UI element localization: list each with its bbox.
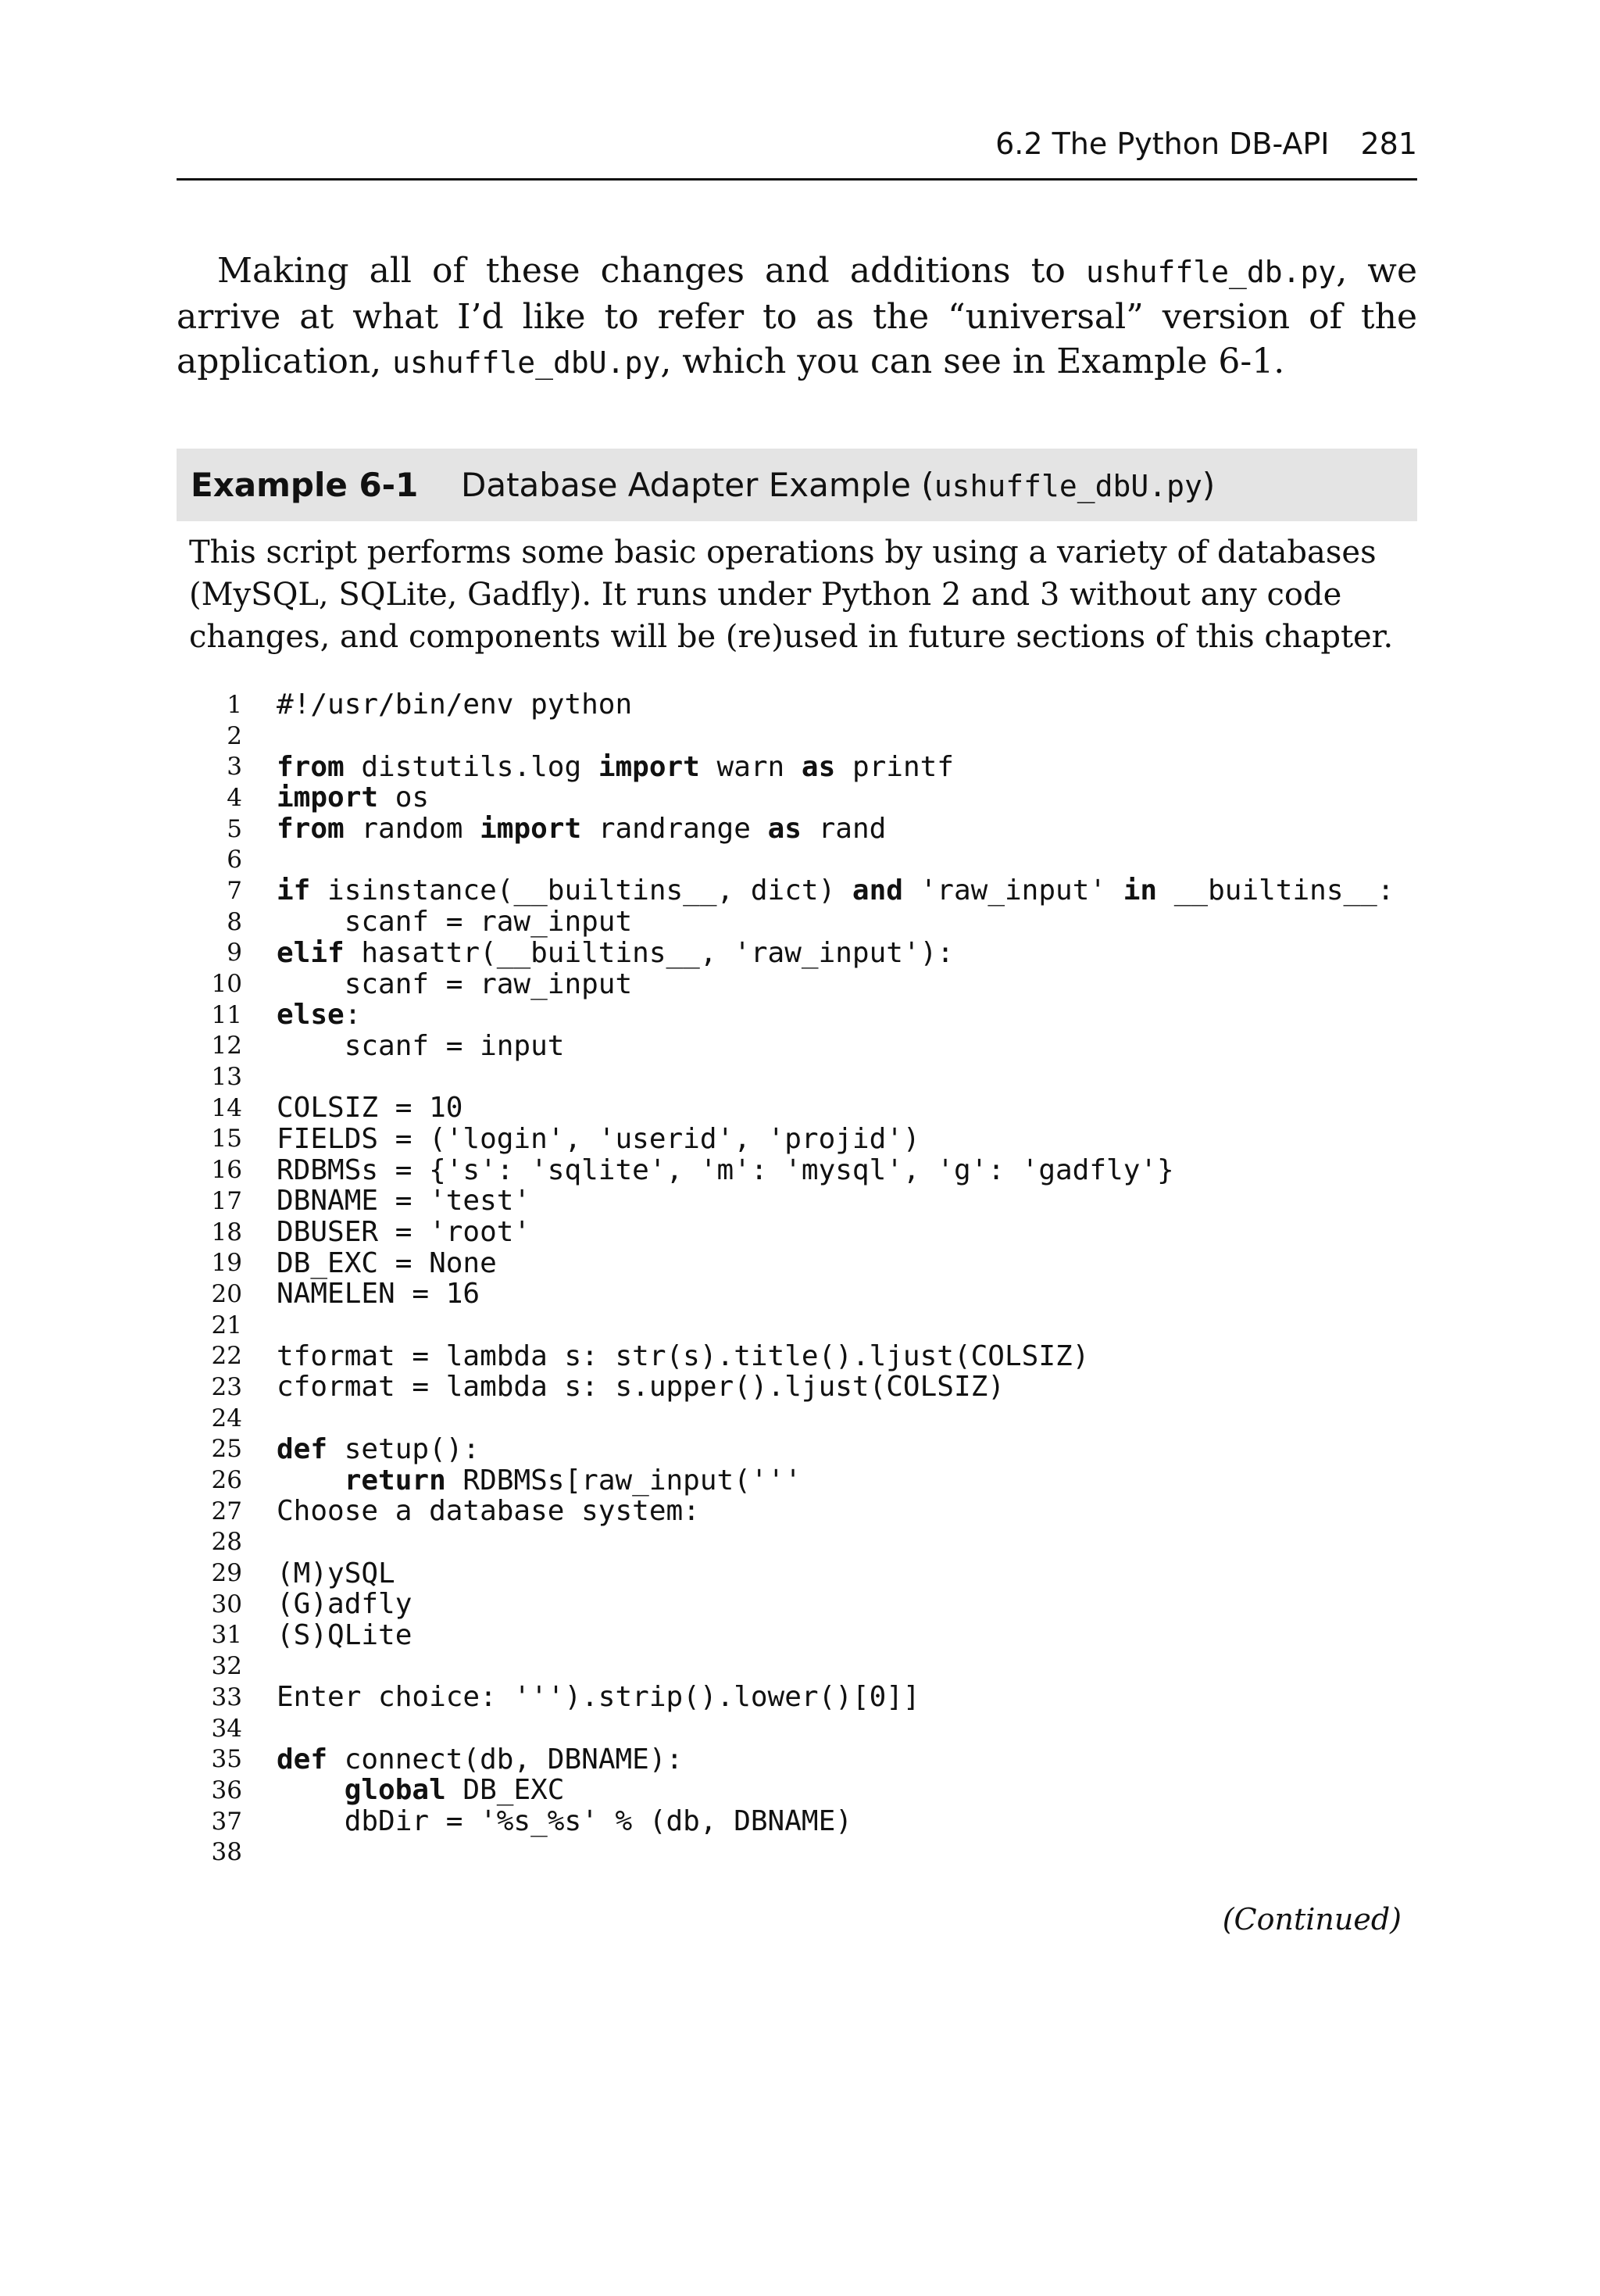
code-line: [177, 907, 1417, 938]
code-line: [177, 1650, 1417, 1682]
example-title: [461, 466, 1215, 504]
code-text: [277, 1495, 700, 1527]
code-token: printf: [835, 750, 954, 783]
code-text: [277, 1123, 920, 1155]
code-text: [277, 1557, 395, 1590]
code-line: [177, 1217, 1417, 1248]
line-number: 5: [227, 814, 242, 843]
line-number: 35: [211, 1745, 242, 1774]
code-text: [277, 1743, 683, 1776]
code-line: [177, 1279, 1417, 1310]
code-token: rand: [801, 813, 887, 846]
code-token: (S)QLite: [277, 1618, 412, 1651]
code-text: [277, 1216, 530, 1248]
code-text: [277, 751, 954, 783]
code-line: [177, 1031, 1417, 1062]
code-line: [177, 1372, 1417, 1403]
code-line: [177, 968, 1417, 1000]
code-text: [277, 688, 632, 721]
line-number: 9: [227, 939, 242, 967]
code-token: 'raw_input': [902, 874, 1123, 907]
code-text: [277, 1247, 497, 1279]
intro-text: Making all of these changes and additions to: [217, 251, 1086, 291]
code-line: [177, 814, 1417, 845]
code-token: NAMELEN = 16: [277, 1278, 480, 1311]
code-keyword: global: [344, 1774, 446, 1807]
code-keyword: from: [277, 813, 345, 846]
code-token: __builtins__:: [1157, 874, 1395, 907]
code-keyword: def: [277, 1743, 328, 1776]
code-token: DB_EXC: [445, 1774, 565, 1807]
code-token: [277, 1774, 345, 1806]
code-line: [177, 1836, 1417, 1868]
code-line: [177, 1589, 1417, 1620]
line-number: 32: [211, 1652, 242, 1681]
code-keyword: if: [277, 874, 311, 907]
code-line: [177, 1806, 1417, 1837]
code-token: warn: [699, 750, 802, 783]
code-text: [277, 906, 632, 938]
line-number: 22: [211, 1342, 242, 1371]
code-keyword: in: [1123, 874, 1158, 907]
code-token: distutils.log: [344, 750, 598, 783]
example-title-file: ushuffle_dbU.py: [934, 469, 1202, 503]
code-line: [177, 1465, 1417, 1496]
code-text: [277, 968, 632, 1000]
example-banner: [177, 449, 1417, 521]
code-token: scanf = input: [277, 1029, 565, 1062]
code-line: [177, 689, 1417, 721]
code-line: [177, 751, 1417, 782]
code-token: os: [378, 781, 430, 814]
code-token: (G)adfly: [277, 1588, 412, 1621]
line-number: 27: [211, 1497, 242, 1525]
code-token: [277, 1465, 345, 1497]
line-number: 34: [211, 1714, 242, 1743]
line-number: 12: [211, 1032, 242, 1060]
line-number: 18: [211, 1218, 242, 1246]
page-number: 281: [1360, 127, 1417, 161]
code-keyword: return: [344, 1464, 446, 1497]
code-line: [177, 1496, 1417, 1527]
code-text: [277, 999, 361, 1031]
code-line: [177, 1557, 1417, 1589]
code-keyword: elif: [277, 936, 345, 969]
code-line: [177, 1247, 1417, 1279]
code-token: Choose a database system:: [277, 1495, 700, 1528]
line-number: 15: [211, 1125, 242, 1153]
code-line: [177, 1527, 1417, 1558]
line-number: 21: [211, 1311, 242, 1339]
running-header: [177, 123, 1417, 164]
code-line: [177, 1713, 1417, 1744]
line-number: 3: [227, 753, 242, 781]
example-title-text: Database Adapter Example (: [461, 466, 934, 504]
line-number: 37: [211, 1807, 242, 1836]
code-line: [177, 1124, 1417, 1155]
code-text: [277, 1433, 480, 1465]
code-token: connect(db, DBNAME):: [327, 1743, 684, 1776]
example-title-close: ): [1202, 466, 1216, 504]
code-keyword: import: [598, 750, 700, 783]
line-number: 19: [211, 1249, 242, 1278]
line-number: 20: [211, 1279, 242, 1308]
code-token: isinstance(__builtins__, dict): [310, 874, 852, 907]
line-number: 7: [227, 876, 242, 905]
code-token: random: [344, 813, 480, 846]
code-token: setup():: [327, 1432, 480, 1465]
line-number: 11: [211, 1000, 242, 1029]
code-text: [277, 813, 886, 845]
code-token: FIELDS = ('login', 'userid', 'projid'): [277, 1122, 920, 1155]
code-line: [177, 1093, 1417, 1124]
code-line: [177, 782, 1417, 814]
code-listing: [177, 689, 1417, 1868]
code-keyword: import: [277, 781, 379, 814]
intro-text: , which you can see in Example 6-1.: [660, 342, 1285, 381]
section-title: 6.2 The Python DB-API: [995, 127, 1330, 161]
code-text: [277, 1340, 1089, 1372]
line-number: 8: [227, 907, 242, 936]
code-line: [177, 844, 1417, 875]
code-token: cformat = lambda s: s.upper().ljust(COLSIZ): [277, 1371, 1005, 1404]
line-number: 16: [211, 1156, 242, 1185]
code-text: [277, 874, 1395, 907]
code-text: [277, 1278, 480, 1310]
code-token: hasattr(__builtins__, 'raw_input'):: [344, 936, 954, 969]
code-text: [277, 1371, 1005, 1403]
code-keyword: and: [852, 874, 903, 907]
line-number: 26: [211, 1466, 242, 1495]
line-number: 13: [211, 1063, 242, 1092]
line-number: 23: [211, 1372, 242, 1401]
code-text: [277, 1619, 412, 1651]
line-number: 1: [227, 690, 242, 719]
code-line: [177, 1061, 1417, 1093]
code-text: [277, 1092, 462, 1124]
code-text: [277, 781, 429, 814]
code-keyword: def: [277, 1432, 328, 1465]
code-line: [177, 1310, 1417, 1341]
code-line: [177, 1154, 1417, 1186]
intro-paragraph: [177, 249, 1417, 385]
code-token: RDBMSs[raw_input(''': [445, 1464, 802, 1497]
code-line: [177, 875, 1417, 907]
code-token: scanf = raw_input: [277, 906, 633, 939]
code-line: [177, 1434, 1417, 1465]
line-number: 24: [211, 1404, 242, 1432]
example-description: This script performs some basic operations by using a variety of databases (MySQL, SQLite, Gadfly). It runs under Python 2 and 3 without any code changes, and components will be (re)used in future sections of this chapter.: [189, 535, 1394, 655]
line-number: 2: [227, 721, 242, 750]
code-token: dbDir = '%s_%s' % (db, DBNAME): [277, 1805, 852, 1838]
inline-filename: ushuffle_dbU.py: [392, 345, 661, 380]
code-token: randrange: [581, 813, 768, 846]
code-line: [177, 1775, 1417, 1806]
code-text: [277, 1154, 1174, 1186]
code-token: DBNAME = 'test': [277, 1185, 531, 1218]
code-token: :: [344, 999, 362, 1032]
line-number: 4: [227, 783, 242, 812]
code-token: DBUSER = 'root': [277, 1216, 531, 1249]
code-token: (M)ySQL: [277, 1557, 395, 1590]
intro-text: , we arrive at what I’d like to refer to as the “universal” version of the application,: [177, 251, 1417, 381]
line-number: 30: [211, 1590, 242, 1618]
code-token: RDBMSs = {'s': 'sqlite', 'm': 'mysql', 'g': 'gadfly'}: [277, 1153, 1174, 1186]
code-line: [177, 721, 1417, 752]
code-token: tformat = lambda s: str(s).title().ljust(COLSIZ): [277, 1339, 1090, 1372]
code-text: [277, 1774, 564, 1806]
code-text: [277, 1588, 412, 1620]
line-number: 25: [211, 1435, 242, 1464]
line-number: 28: [211, 1528, 242, 1557]
code-text: [277, 1681, 920, 1713]
code-text: [277, 1805, 852, 1837]
code-line: [177, 1620, 1417, 1651]
line-number: 10: [211, 970, 242, 999]
example-label: Example 6-1: [191, 466, 419, 504]
inline-filename: ushuffle_db.py: [1085, 255, 1337, 289]
line-number: 14: [211, 1093, 242, 1122]
code-keyword: as: [767, 813, 802, 846]
code-line: [177, 938, 1417, 969]
code-keyword: from: [277, 750, 345, 783]
code-line: [177, 1403, 1417, 1434]
code-line: [177, 1682, 1417, 1713]
line-number: 29: [211, 1559, 242, 1588]
code-token: COLSIZ = 10: [277, 1092, 463, 1125]
line-number: 31: [211, 1621, 242, 1650]
line-number: 6: [227, 846, 242, 874]
code-line: [177, 1000, 1417, 1031]
line-number: 17: [211, 1186, 242, 1215]
code-text: [277, 1030, 564, 1062]
code-token: DB_EXC = None: [277, 1246, 497, 1279]
code-keyword: as: [801, 750, 836, 783]
code-text: [277, 937, 954, 969]
code-token: #!/usr/bin/env python: [277, 688, 633, 721]
code-token: Enter choice: ''').strip().lower()[0]]: [277, 1681, 920, 1714]
code-text: [277, 1185, 530, 1217]
code-line: [177, 1186, 1417, 1217]
continued-note: (Continued): [1222, 1902, 1402, 1937]
code-keyword: import: [480, 813, 582, 846]
code-keyword: else: [277, 999, 345, 1032]
line-number: 36: [211, 1776, 242, 1804]
code-text: [277, 1465, 802, 1497]
header-rule: [177, 178, 1417, 181]
line-number: 33: [211, 1683, 242, 1711]
line-number: 38: [211, 1838, 242, 1867]
code-line: [177, 1743, 1417, 1775]
code-token: scanf = raw_input: [277, 967, 633, 1000]
code-line: [177, 1340, 1417, 1372]
